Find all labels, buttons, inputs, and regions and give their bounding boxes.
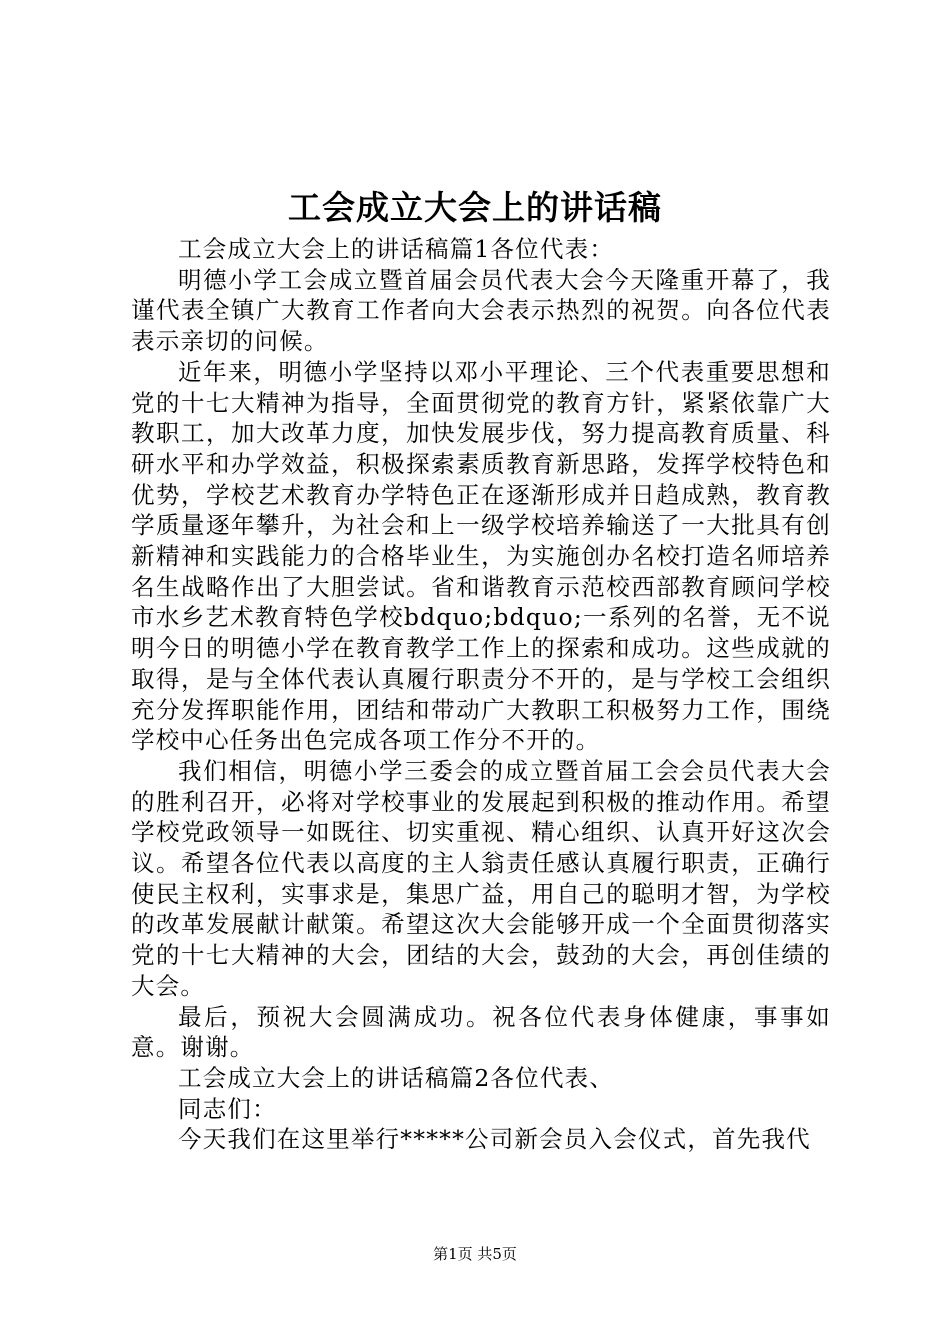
- paragraph-achievements: 近年来，明德小学坚持以邓小平理论、三个代表重要思想和党的十七大精神为指导，全面贯彻党的教育方针，紧紧依靠广大教职工，加大改革力度，加快发展步伐，努力提高教育质量、科研水平和办学效益，积极探索素质教育新思路，发挥学校特色和优势，学校艺术教育办学特色正在逐渐形成并日趋成熟，教育教学质量逐年攀升，为社会和上一级学校培养输送了一大批具有创新精神和实践能力的合格毕业生，为实施创办名校打造名师培养名生战略作出了大胆尝试。省和谐教育示范校西部教育顾问学校市水乡艺术教育特色学校bdquo;bdquo;一系列的名誉，无不说明今日的明德小学在教育教学工作上的探索和成功。这些成就的取得，是与全体代表认真履行职责分不开的，是与学校工会组织充分发挥职能作用，团结和带动广大教职工积极努力工作，围绕学校中心任务出色完成各项工作分不开的。: [131, 357, 831, 755]
- paragraph-speech2-heading: 工会成立大会上的讲话稿篇2各位代表、: [178, 1063, 615, 1092]
- page-footer: 第1页 共5页: [433, 1245, 517, 1263]
- document-body: [131, 234, 831, 1155]
- paragraph-intro: 工会成立大会上的讲话稿篇1各位代表：: [178, 235, 615, 263]
- paragraph-expectations: 我们相信，明德小学三委会的成立暨首届工会会员代表大会的胜利召开，必将对学校事业的发展起到积极的推动作用。希望学校党政领导一如既往、切实重视、精心组织、认真开好这次会议。希望各位代表以高度的主人翁责任感认真履行职责，正确行使民主权利，实事求是，集思广益，用自己的聪明才智，为学校的改革发展献计献策。希望这次大会能够开成一个全面贯彻落实党的十七大精神的大会，团结的大会，鼓劲的大会，再创佳绩的大会。: [131, 756, 831, 1000]
- paragraph-opening: 明德小学工会成立暨首届会员代表大会今天隆重开幕了，我谨代表全镇广大教育工作者向大会表示热烈的祝贺。向各位代表表示亲切的问候。: [131, 265, 831, 356]
- document-title: 工会成立大会上的讲话稿: [288, 188, 662, 227]
- paragraph-speech2-start: 今天我们在这里举行*****公司新会员入会仪式，首先我代: [178, 1125, 811, 1154]
- paragraph-closing: 最后，预祝大会圆满成功。祝各位代表身体健康，事事如意。谢谢。: [131, 1002, 831, 1062]
- paragraph-speech2-greeting: 同志们：: [178, 1094, 277, 1123]
